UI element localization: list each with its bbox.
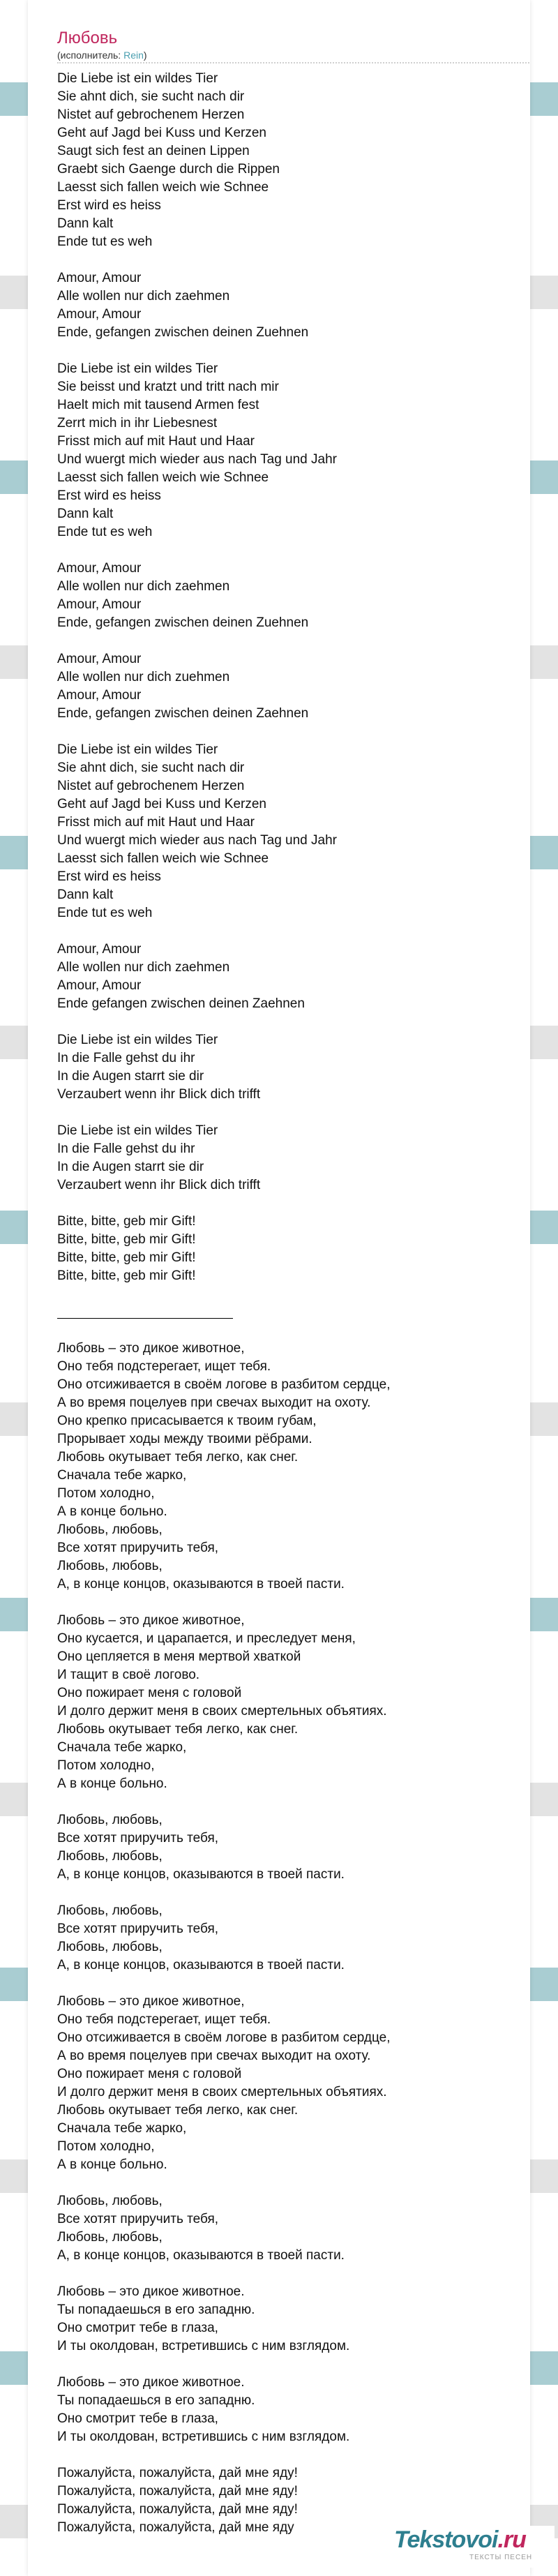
left-decor-strip [0,0,28,2576]
decor-band [530,460,558,494]
stanza [57,2192,530,2265]
lyric-line: Erst wird es heiss [57,869,161,884]
translated-lyrics [57,1340,530,2555]
lyric-line: Все хотят приручить тебя, [57,1831,219,1845]
decor-band [530,1402,558,1436]
lyric-line: Ende, gefangen zwischen deinen Zuehnen [57,615,309,630]
stanza [57,1122,530,1195]
lyric-line: Ende tut es weh [57,906,153,920]
right-decor-strip [530,0,558,2576]
decor-band [0,2159,28,2193]
lyric-line: А в конце больно. [57,2157,167,2172]
stanza [57,1612,530,1793]
lyric-line: Любовь, любовь, [57,1522,163,1537]
performer-suffix: ) [143,50,147,61]
lyric-line: Bitte, bitte, geb mir Gift! [57,1214,196,1229]
lyric-line: Оно цепляется в меня мертвой хваткой [57,1649,301,1664]
lyric-line: Frisst mich auf mit Haut und Haar [57,434,255,449]
decor-band [0,82,28,116]
decor-band [530,1211,558,1244]
stanza [57,1340,530,1594]
performer-prefix: (исполнитель: [57,50,124,61]
lyric-line: Оно пожирает меня с головой [57,2067,242,2081]
logo-wordmark [394,2526,526,2554]
translation-divider [57,1318,233,1319]
lyric-line: Оно крепко присасывается к твоим губам, [57,1414,317,1428]
original-lyrics [57,70,530,1303]
lyric-line: Und wuergt mich wieder aus nach Tag und Jahr [57,452,337,467]
lyric-line: Оно пожирает меня с головой [57,1686,242,1700]
lyric-line: Все хотят приручить тебя, [57,1922,219,1936]
lyric-line: А в конце больно. [57,1504,167,1519]
lyric-line: In die Falle gehst du ihr [57,1141,195,1156]
lyric-line: Laesst sich fallen weich wie Schnee [57,180,269,195]
lyric-line: Dann kalt [57,216,114,231]
lyric-line: Bitte, bitte, geb mir Gift! [57,1250,196,1265]
lyric-line: Amour, Amour [57,978,142,993]
lyric-line: Сначала тебе жарко, [57,1468,187,1483]
lyric-line: И ты околдован, встретившись с ним взглядом. [57,2339,350,2353]
decor-band [0,1211,28,1244]
lyric-line: Sie beisst und kratzt und tritt nach mir [57,380,279,394]
lyric-line: Haelt mich mit tausend Armen fest [57,398,259,412]
lyric-line: Die Liebe ist ein wildes Tier [57,1123,218,1138]
lyric-line: Zerrt mich in ihr Liebesnest [57,416,218,430]
lyric-line: Dann kalt [57,507,114,521]
lyric-line: А, в конце концов, оказываются в твоей пасти. [57,1577,345,1592]
decor-band [0,836,28,869]
stanza [57,269,530,342]
lyric-line: И ты околдован, встретившись с ним взглядом. [57,2429,350,2444]
decor-band [530,1598,558,1631]
lyric-line: Graebt sich Gaenge durch die Rippen [57,162,280,177]
lyric-line: Amour, Amour [57,271,142,285]
lyric-line: Пожалуйста, пожалуйста, дай мне яду! [57,2466,298,2480]
lyric-line: Потом холодно, [57,2139,155,2154]
decor-band [530,836,558,869]
lyric-line: Любовь, любовь, [57,1903,163,1918]
lyric-line: Die Liebe ist ein wildes Tier [57,71,218,86]
decor-band [0,276,28,309]
decor-band [0,1968,28,2001]
lyric-line: Любовь – это дикое животное, [57,1613,245,1628]
lyric-line: Die Liebe ist ein wildes Tier [57,1033,218,1047]
decor-band [0,1026,28,1059]
lyric-line: А в конце больно. [57,1776,167,1791]
lyric-line: In die Falle gehst du ihr [57,1051,195,1065]
lyric-line: Оно тебя подстерегает, ищет тебя. [57,2012,271,2027]
lyric-line: Оно смотрит тебе в глаза, [57,2411,218,2426]
stanza [57,1213,530,1285]
lyric-line: И долго держит меня в своих смертельных объятиях. [57,2085,387,2099]
lyric-line: Dann kalt [57,888,114,902]
lyric-line: Nistet auf gebrochenem Herzen [57,107,245,122]
artist-link[interactable]: Rein [123,50,144,61]
lyric-line: Пожалуйста, пожалуйста, дай мне яду [57,2520,294,2535]
lyric-line: Sie ahnt dich, sie sucht nach dir [57,761,245,775]
stanza [57,560,530,632]
lyric-line: Любовь окутывает тебя легко, как снег. [57,1450,299,1465]
stanza [57,70,530,251]
lyric-line: Ende tut es weh [57,234,153,249]
lyric-line: Оно кусается, и царапается, и преследует меня, [57,1631,356,1646]
lyric-line: Ende tut es weh [57,525,153,539]
lyric-line: А, в конце концов, оказываются в твоей пасти. [57,1958,345,1972]
lyric-line: Ты попадаешься в его западню. [57,2393,255,2408]
stanza [57,650,530,723]
lyric-line: Оно тебя подстерегает, ищет тебя. [57,1359,271,1374]
decor-band [0,1783,28,1816]
lyric-line: Ende, gefangen zwischen deinen Zaehnen [57,706,309,721]
lyric-line: Любовь – это дикое животное, [57,1341,245,1356]
logo-word-main: Tekstovoi [394,2526,498,2553]
lyric-line: Amour, Amour [57,307,142,322]
lyric-line: Любовь окутывает тебя легко, как снег. [57,1722,299,1737]
lyric-line: Die Liebe ist ein wildes Tier [57,361,218,376]
stanza [57,2374,530,2446]
lyric-line: Die Liebe ist ein wildes Tier [57,742,218,757]
lyric-line: Amour, Amour [57,597,142,612]
lyric-line: Сначала тебе жарко, [57,2121,187,2136]
lyric-line: Пожалуйста, пожалуйста, дай мне яду! [57,2502,298,2517]
stanza [57,1031,530,1104]
lyric-line: Nistet auf gebrochenem Herzen [57,779,245,793]
lyric-line: Все хотят приручить тебя, [57,1541,219,1555]
lyric-line: Любовь – это дикое животное. [57,2284,245,2299]
lyric-line: А во время поцелуев при свечах выходит на охоту. [57,1395,371,1410]
lyric-line: А, в конце концов, оказываются в твоей пасти. [57,2248,345,2263]
decor-band [0,2351,28,2385]
lyric-line: Потом холодно, [57,1486,155,1501]
lyric-line: Amour, Amour [57,942,142,957]
lyric-line: Sie ahnt dich, sie sucht nach dir [57,89,245,104]
lyric-line: In die Augen starrt sie dir [57,1160,204,1174]
lyric-line: Alle wollen nur dich zaehmen [57,289,230,304]
lyric-line: Оно отсиживается в своём логове в разбитом сердце, [57,2030,391,2045]
lyric-line: Ende gefangen zwischen deinen Zaehnen [57,996,305,1011]
lyric-line: Потом холодно, [57,1758,155,1773]
lyric-line: Любовь, любовь, [57,2230,163,2245]
decor-band [530,1026,558,1059]
lyric-line: Любовь – это дикое животное. [57,2375,245,2390]
lyric-line: Laesst sich fallen weich wie Schnee [57,851,269,866]
lyric-line: Оно смотрит тебе в глаза, [57,2321,218,2335]
lyric-line: Frisst mich auf mit Haut und Haar [57,815,255,830]
lyric-line: Erst wird es heiss [57,488,161,503]
lyric-line: Bitte, bitte, geb mir Gift! [57,1232,196,1247]
stanza [57,741,530,922]
performer-line [57,49,147,61]
lyric-line: А во время поцелуев при свечах выходит на охоту. [57,2049,371,2063]
lyric-line: Любовь, любовь, [57,1813,163,1827]
lyric-line: Bitte, bitte, geb mir Gift! [57,1268,196,1283]
lyric-line: Laesst sich fallen weich wie Schnee [57,470,269,485]
lyric-line: Ende, gefangen zwischen deinen Zuehnen [57,325,309,340]
decor-band [530,1783,558,1816]
logo-tagline: ТЕКСТЫ ПЕСЕН [469,2554,533,2561]
lyric-line: Любовь, любовь, [57,1849,163,1864]
lyric-line: Любовь окутывает тебя легко, как снег. [57,2103,299,2118]
lyric-line: И долго держит меня в своих смертельных объятиях. [57,1704,387,1718]
lyric-line: Amour, Amour [57,561,142,576]
lyric-line: Любовь, любовь, [57,1940,163,1954]
lyric-line: Прорывает ходы между твоими рёбрами. [57,1432,312,1446]
lyric-line: Saugt sich fest an deinen Lippen [57,144,250,158]
decor-band [0,2505,28,2538]
stanza [57,941,530,1013]
lyric-line: Und wuergt mich wieder aus nach Tag und Jahr [57,833,337,848]
decor-band [530,1968,558,2001]
stanza [57,2283,530,2356]
lyric-line: Любовь, любовь, [57,1559,163,1573]
lyric-line: Все хотят приручить тебя, [57,2212,219,2226]
lyric-line: А, в конце концов, оказываются в твоей пасти. [57,1867,345,1882]
lyric-line: Оно отсиживается в своём логове в разбитом сердце, [57,1377,391,1392]
lyric-line: Geht auf Jagd bei Kuss und Kerzen [57,126,266,140]
decor-band [530,82,558,116]
stanza [57,1902,530,1975]
decor-band [0,460,28,494]
stanza [57,360,530,541]
lyric-line: Alle wollen nur dich zuehmen [57,670,230,684]
lyric-line: Verzaubert wenn ihr Blick dich trifft [57,1087,261,1102]
lyric-line: Alle wollen nur dich zaehmen [57,579,230,594]
lyric-line: Любовь, любовь, [57,2194,163,2208]
stanza [57,1811,530,1884]
logo-word-domain: .ru [497,2526,526,2553]
lyric-line: Geht auf Jagd bei Kuss und Kerzen [57,797,266,811]
decor-band [530,645,558,679]
lyric-line: Erst wird es heiss [57,198,161,213]
lyric-line: Сначала тебе жарко, [57,1740,187,1755]
lyric-line: Amour, Amour [57,688,142,703]
lyric-line: Пожалуйста, пожалуйста, дай мне яду! [57,2484,298,2499]
lyric-line: Ты попадаешься в его западню. [57,2302,255,2317]
song-title: Любовь [57,29,118,47]
stanza [57,1993,530,2174]
site-logo[interactable] [394,2526,555,2568]
decor-band [0,1598,28,1631]
decor-band [0,645,28,679]
lyric-line: Verzaubert wenn ihr Blick dich trifft [57,1178,261,1192]
lyric-line: Любовь – это дикое животное, [57,1994,245,2009]
lyric-line: Alle wollen nur dich zaehmen [57,960,230,975]
decor-band [0,1402,28,1436]
lyric-line: Amour, Amour [57,652,142,666]
decor-band [530,2159,558,2193]
decor-band [530,276,558,309]
header-divider [57,62,530,63]
decor-band [530,2351,558,2385]
lyric-line: In die Augen starrt sie dir [57,1069,204,1084]
lyric-line: И тащит в своё логово. [57,1668,200,1682]
lyrics-card [28,0,533,2576]
